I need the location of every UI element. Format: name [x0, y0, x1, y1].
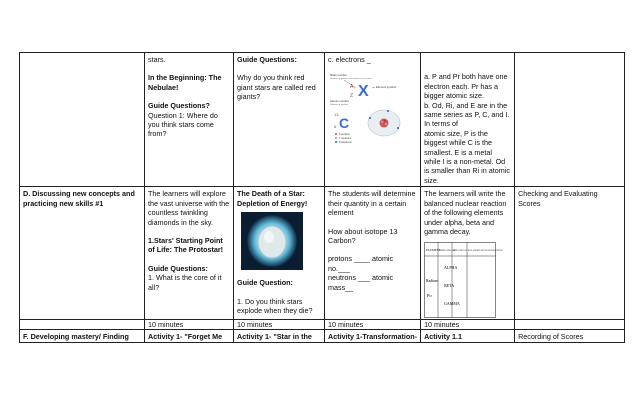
isotope-question: How about isotope 13 Carbon?	[328, 226, 398, 245]
row-d-col6	[515, 187, 625, 320]
atomic-size-answers: a. P and Pr both have one electron each. Pr has a bigger atomic size. b. Od, Ri, and E are in the same series as P, C, and I. In terms of atomic size, P is the biggest while C is the smallest. E is a metal while I is a non-metal. Od is smaller than Ri in atomic size.	[424, 72, 510, 185]
header-reaction: BALANCED NUCLEAR REACTION	[468, 250, 503, 253]
atomic-number-label: Atomic number	[330, 99, 349, 104]
row-c	[20, 53, 625, 187]
mass-number-label: Mass number	[330, 73, 347, 78]
element-symbol-c: C	[339, 115, 350, 132]
star-core	[258, 226, 286, 258]
electrons-item: c. electrons _	[328, 55, 371, 64]
row-f-col4: Activity 1-Transformation-	[325, 330, 421, 343]
row-d-col2	[145, 187, 234, 320]
death-of-star-heading: The Death of a Star: Depletion of Energy!	[237, 189, 308, 208]
dying-star-image	[241, 212, 303, 270]
header-element: ELEMENT	[426, 248, 441, 253]
decay-gamma: GAMMA	[444, 301, 460, 307]
mass-blank: mass__	[328, 282, 354, 292]
protons-blank: protons ____ atomic no.___	[328, 254, 394, 273]
time-col4: 10 minutes	[325, 320, 421, 330]
decay-alpha: ALPHA	[444, 265, 458, 271]
row-radium: Radium	[426, 279, 439, 284]
question-1: Question 1: Where do you think stars come from?	[148, 110, 218, 139]
neutrons-blank: neutrons ___ atomic	[328, 273, 394, 283]
atom-diagram	[328, 66, 414, 150]
core-question: 1. What is the core of it all?	[148, 273, 222, 292]
element-symbol-label: Element symbol	[376, 85, 396, 90]
svg-text:Z: Z	[350, 93, 354, 100]
protostar-heading: 1.Stars' Starting Point of Life: The Protostar!	[148, 235, 224, 255]
row-c-col6	[515, 53, 625, 187]
legend-protons: 6 protons	[339, 133, 350, 137]
svg-text:A: A	[350, 84, 354, 91]
row-po: Po	[427, 293, 432, 299]
row-c-label-cell	[20, 53, 145, 187]
guide-questions-label: Guide Questions:	[148, 263, 208, 273]
row-c-col4	[325, 53, 421, 187]
element-symbol-x: X	[358, 83, 369, 101]
checking-scores: Checking and Evaluating Scores	[518, 189, 598, 208]
row-d-col3	[234, 187, 325, 320]
row-c-col3	[234, 53, 325, 187]
row-d-col4	[325, 187, 421, 320]
legend-neutrons: 7 neutrons	[339, 137, 352, 141]
row-f-label: F. Developing mastery/ Finding	[20, 330, 145, 343]
quantity-intro: The students will determine their quantity in a certain element	[328, 189, 416, 218]
legend-electrons: 6 electrons	[339, 141, 352, 145]
time-col3: 10 minutes	[234, 320, 325, 330]
row-c-col5	[421, 53, 515, 187]
row-c-col2	[145, 53, 234, 187]
red-giant-question: Why do you think red giant stars are called red giants?	[237, 73, 316, 102]
protostar-intro: The learners will explore the vast universe with the countless twinkling diamonds in the sky.	[148, 189, 230, 227]
decay-table-image	[424, 242, 503, 318]
row-d-col5	[421, 187, 515, 320]
protons-neutrons-label: Number of protons and neutrons in nucleus	[330, 78, 372, 81]
mass-13: 13	[334, 112, 339, 118]
row-f-col3: Activity 1- "Star in the	[234, 330, 325, 343]
row-f	[20, 330, 625, 343]
nebulae-heading: In the Beginning: The Nebulae!	[148, 73, 222, 92]
decay-beta: BETA	[444, 283, 455, 289]
number-of-protons-label: Number of protons	[330, 104, 349, 107]
row-c-col2-top: stars.	[148, 55, 166, 64]
row-f-col5: Activity 1.1	[421, 330, 515, 343]
row-f-col6: Recording of Scores	[515, 330, 625, 343]
explode-question: 1. Do you think stars explode when they die?	[237, 296, 313, 315]
guide-questions-label: Guide Questions?	[148, 101, 210, 111]
guide-question-label: Guide Question:	[237, 278, 293, 288]
header-beta: BETA DECAY	[453, 249, 468, 253]
row-d	[20, 187, 625, 320]
guide-questions-label: Guide Questions:	[237, 55, 297, 64]
row-d-label: D. Discussing new concepts and practicing new skills #1	[20, 187, 145, 320]
time-row	[20, 320, 625, 330]
header-alpha: ALPHA DECAY	[439, 249, 456, 253]
time-col2: 10 minutes	[145, 320, 234, 330]
lesson-plan-table	[19, 52, 625, 343]
atomic-6: 6	[334, 124, 337, 130]
carbon-nucleus	[380, 119, 389, 128]
time-col5: 10 minutes	[421, 320, 515, 330]
row-f-col2: Activity 1- "Forget Me	[145, 330, 234, 343]
nuclear-reaction-intro: The learners will write the balanced nuclear reaction of the following elements under alpha, beta and gamma decay.	[424, 189, 507, 236]
